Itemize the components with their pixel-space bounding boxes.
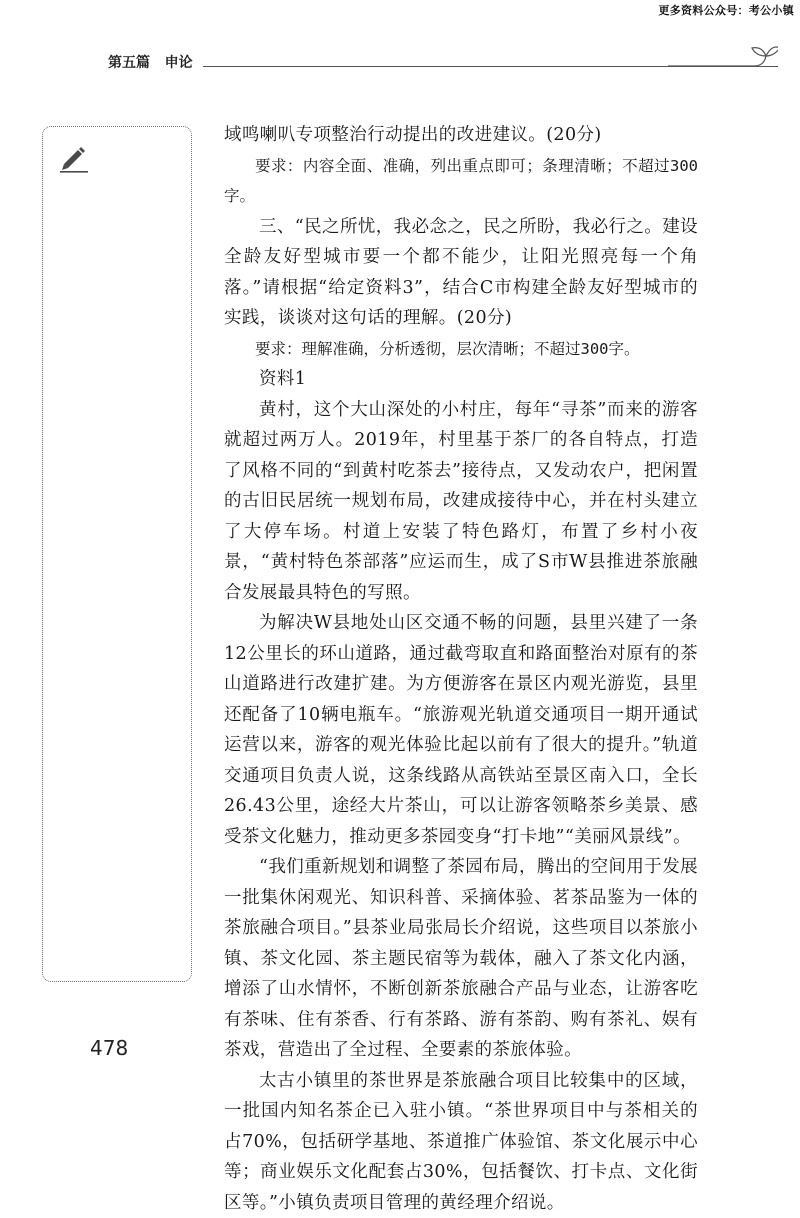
article-body: [224, 120, 698, 1218]
paragraph: 黄村，这个大山深处的小村庄，每年“寻茶”而来的游客就超过两万人。2019年，村里基于茶厂的各自特点，打造了风格不同的“到黄村吃茶去”接待点，又发动农户，把闲置的古旧民居统一规划布局，改建成接待中心，并在村头建立了大停车场。村道上安装了特色路灯，布置了乡村小夜景，“黄村特色茶部落”应运而生，成了S市W县推进茶旅融合发展最具特色的写照。: [224, 395, 698, 609]
question-paragraph: 三、“民之所忧，我必念之，民之所盼，我必行之。建设全龄友好型城市要一个都不能少，让阳光照亮每一个角落。”请根据“给定资料3”，结合C市构建全龄友好型城市的实践，谈谈对这句话的理解。(20分): [224, 212, 698, 334]
requirement-text: 要求：理解准确，分析透彻，层次清晰；不超过300字。: [224, 334, 698, 365]
paragraph: “我们重新规划和调整了茶园布局，腾出的空间用于发展一批集休闲观光、知识科普、采摘体验、茗茶品鉴为一体的茶旅融合项目。”县茶业局张局长介绍说，这些项目以茶旅小镇、茶文化园、茶主题民宿等为载体，融入了茶文化内涵，增添了山水情怀，不断创新茶旅融合产品与业态，让游客吃有茶味、住有茶香、行有茶路、游有茶韵、购有茶礼、娱有茶戏，营造出了全过程、全要素的茶旅体验。: [224, 852, 698, 1066]
sprout-icon: [668, 42, 778, 76]
pencil-icon: [58, 144, 92, 174]
page-header: [108, 50, 748, 80]
paragraph: 为解决W县地处山区交通不畅的问题，县里兴建了一条12公里长的环山道路，通过截弯取直和路面整治对原有的茶山道路进行改建扩建。为方便游客在景区内观光游览，县里还配备了10辆电瓶车。“旅游观光轨道交通项目一期开通试运营以来，游客的观光体验比起以前有了很大的提升。”轨道交通项目负责人说，这条线路从高铁站至景区南入口，全长26.43公里，途经大片茶山，可以让游客领略茶乡美景、感受茶文化魅力，推动更多茶园变身“打卡地”“美丽风景线”。: [224, 608, 698, 852]
paragraph: 太古小镇里的茶世界是茶旅融合项目比较集中的区域，一批国内知名茶企已入驻小镇。“茶世界项目中与茶相关的占70%，包括研学基地、茶道推广体验馆、茶文化展示中心等；商业娱乐文化配套占30%，包括餐饮、打卡点、文化街区等。”小镇负责项目管理的黄经理介绍说。: [224, 1066, 698, 1218]
requirement-text: 要求：内容全面、准确，列出重点即可；条理清晰；不超过300字。: [224, 151, 698, 212]
material-heading: 资料1: [224, 364, 698, 395]
section-title: 第五篇 申论: [108, 52, 193, 72]
notes-margin-box: [42, 126, 192, 982]
watermark-text: 更多资料公众号：考公小镇: [658, 2, 794, 18]
paragraph: 域鸣喇叭专项整治行动提出的改进建议。(20分): [224, 120, 698, 151]
page-number: 478: [90, 1036, 128, 1060]
